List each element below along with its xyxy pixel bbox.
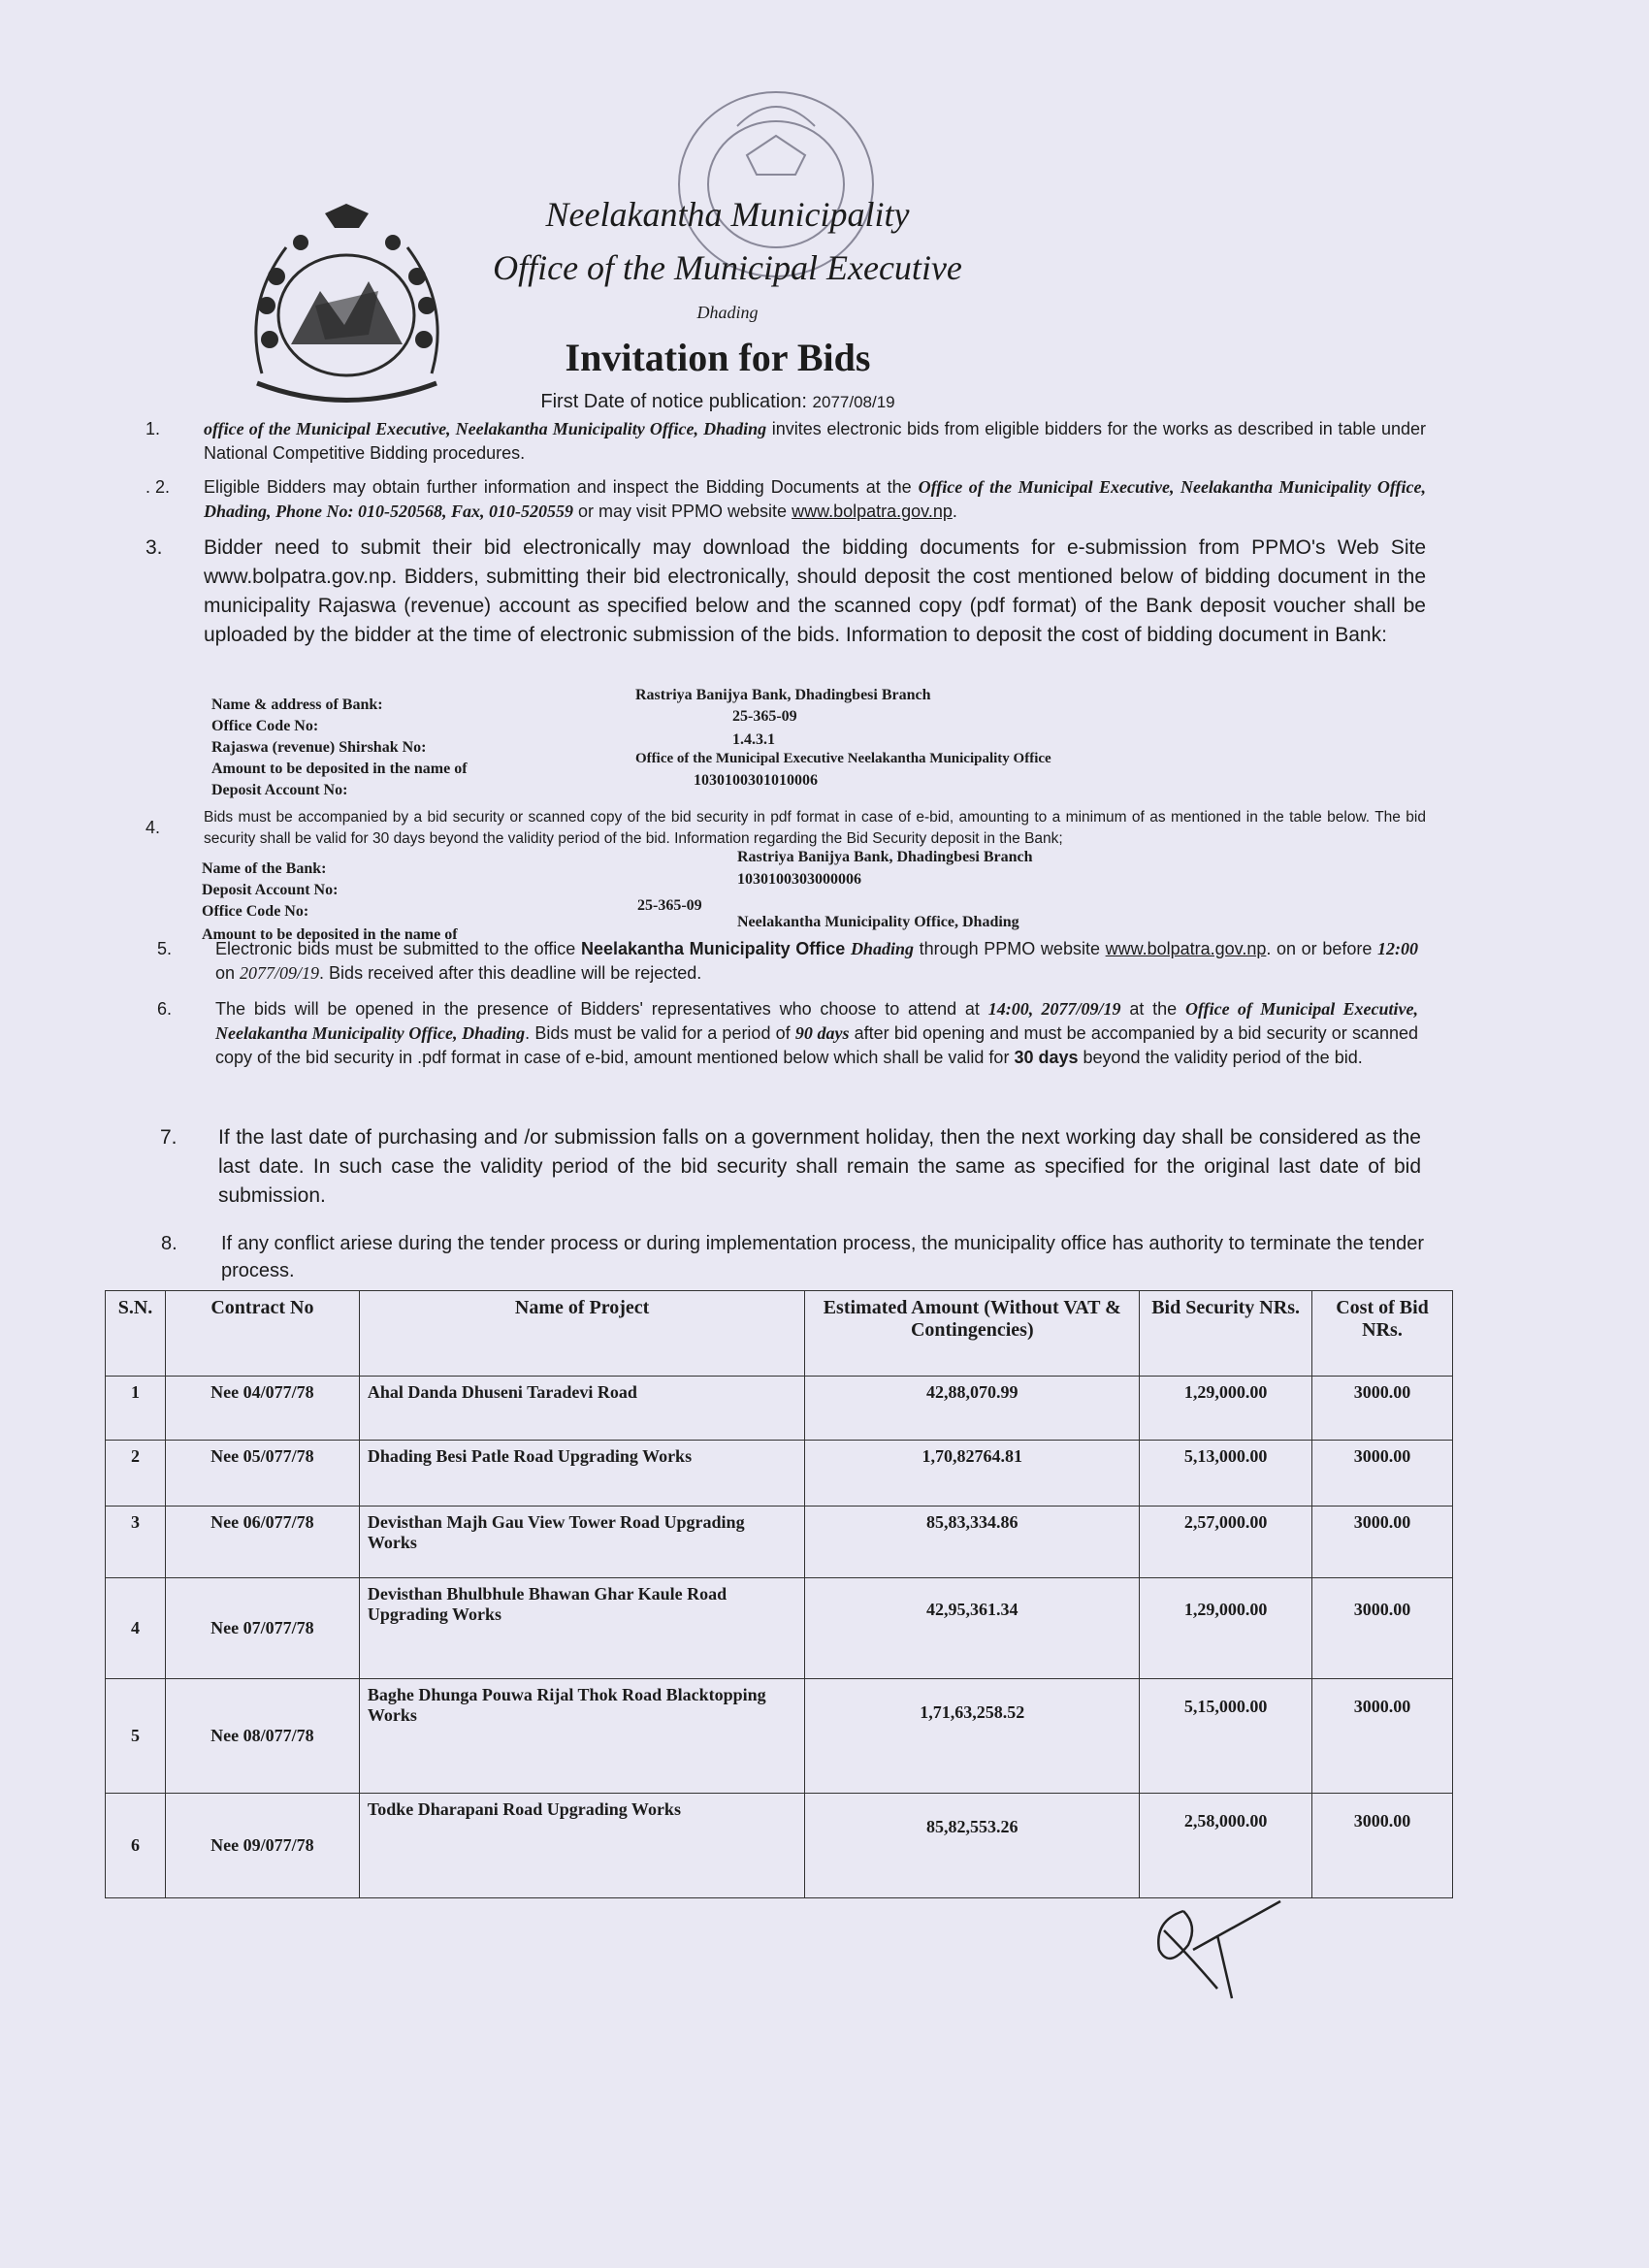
column-header: Bid Security NRs. xyxy=(1140,1291,1312,1377)
cell-project: Todke Dharapani Road Upgrading Works xyxy=(359,1794,805,1898)
bank-value: 25-365-09 xyxy=(637,897,702,914)
bank-value: 1030100301010006 xyxy=(694,772,818,789)
paragraph-emphasis: Office of Municipal Executive, Neelakantha Municipality Office, Dhading xyxy=(215,999,1419,1043)
paragraph-text: or may visit PPMO website xyxy=(573,502,792,521)
paragraph-text: If the last date of purchasing and /or submission falls on a government holiday, then the next working day shall be considered as the last date. In such case the validity period of the bid security shall remain the same as specified for the original last date of bid submission. xyxy=(218,1126,1421,1207)
table-row xyxy=(106,1441,1453,1507)
paragraph-5 xyxy=(157,937,1418,986)
paragraph-1 xyxy=(146,417,1426,466)
paragraph-bold: Neelakantha Municipality Office xyxy=(580,939,851,958)
column-header: S.N. xyxy=(106,1291,166,1377)
table-row xyxy=(106,1578,1453,1679)
cell-project: Baghe Dhunga Pouwa Rijal Thok Road Blacktopping Works xyxy=(359,1679,805,1794)
paragraph-text: beyond the validity period of the bid. xyxy=(1078,1048,1363,1067)
cell-sn: 5 xyxy=(106,1679,166,1794)
column-header: Cost of Bid NRs. xyxy=(1312,1291,1453,1377)
cell-security: 5,13,000.00 xyxy=(1140,1441,1312,1507)
cell-sn: 2 xyxy=(106,1441,166,1507)
signature-icon xyxy=(1145,1892,1290,2008)
paragraph-text: at the xyxy=(1120,999,1185,1019)
cell-contract: Nee 07/077/78 xyxy=(165,1578,359,1679)
table-row xyxy=(106,1377,1453,1441)
cell-contract: Nee 08/077/78 xyxy=(165,1679,359,1794)
bank-value: Office of the Municipal Executive Neelakantha Municipality Office xyxy=(635,751,1051,766)
paragraph-text: Bidder need to submit their bid electronically may download the bidding documents for e-submission from PPMO's Web Site www.bolpatra.gov.np. Bidders, submitting their bid electronically, should deposit the cost mentioned below of bidding document in the municipality Rajaswa (revenue) account as specified below and the scanned copy (pdf format) of the Bank deposit voucher shall be uploaded by the bidder at the time of electronic submission of the bids. Information to deposit the cost of bidding document in Bank: xyxy=(204,536,1426,646)
cell-cost: 3000.00 xyxy=(1312,1441,1453,1507)
opening-time: 14:00, 2077/09/19 xyxy=(987,999,1121,1019)
bank-label: Name of the Bank: xyxy=(202,860,327,877)
paragraph-text: The bids will be opened in the presence of Bidders' representatives who choose to attend at xyxy=(215,999,988,1019)
cell-project: Ahal Danda Dhuseni Taradevi Road xyxy=(359,1377,805,1441)
paragraph-text: after bid opening and must be accompanied by a bid security or scanned copy of the bid security in .pdf format in case of e-bid, amount mentioned below which shall be valid for xyxy=(215,1023,1418,1067)
paragraph-text: through PPMO website xyxy=(913,939,1106,958)
cell-sn: 4 xyxy=(106,1578,166,1679)
bank-label: Office Code No: xyxy=(211,718,319,734)
cell-contract: Nee 04/077/78 xyxy=(165,1377,359,1441)
cell-cost: 3000.00 xyxy=(1312,1794,1453,1898)
table-row xyxy=(106,1794,1453,1898)
cell-amount: 1,70,82764.81 xyxy=(805,1441,1140,1507)
cell-project: Dhading Besi Patle Road Upgrading Works xyxy=(359,1441,805,1507)
paragraph-text: Eligible Bidders may obtain further information and inspect the Bidding Documents at the xyxy=(204,477,919,497)
bank-label: Amount to be deposited in the name of xyxy=(202,926,458,943)
paragraph-number: 1. xyxy=(146,419,161,438)
deadline-date: 2077/09/19 xyxy=(240,963,320,983)
column-header: Estimated Amount (Without VAT & Contingencies) xyxy=(805,1291,1140,1377)
paragraph-text: . xyxy=(952,502,957,521)
cell-amount: 1,71,63,258.52 xyxy=(805,1679,1140,1794)
paragraph-text: Bids must be accompanied by a bid security or scanned copy of the bid security in pdf format in case of e-bid, amounting to a minimum of as mentioned in the table below. The bid security shall be valid for 30 days beyond the validity period of the bid. Information regarding the Bid Security deposit in the Bank; xyxy=(204,809,1426,847)
table-row xyxy=(106,1679,1453,1794)
paragraph-number: 3. xyxy=(146,536,163,559)
paragraph-number: 8. xyxy=(161,1233,178,1254)
cell-amount: 85,83,334.86 xyxy=(805,1507,1140,1578)
cell-security: 2,57,000.00 xyxy=(1140,1507,1312,1578)
paragraph-emphasis: Office of the Municipal Executive, Neelakantha Municipality Office, Dhading, Phone No: 010-520568, Fax, 010-520559 xyxy=(204,477,1426,521)
cell-security: 1,29,000.00 xyxy=(1140,1578,1312,1679)
bank-label: Rajaswa (revenue) Shirshak No: xyxy=(211,739,427,756)
validity-days: 90 days xyxy=(794,1023,850,1043)
cell-contract: Nee 05/077/78 xyxy=(165,1441,359,1507)
table-header-row xyxy=(106,1291,1453,1377)
bank-label: Deposit Account No: xyxy=(202,882,339,898)
deadline-time: 12:00 xyxy=(1377,939,1418,958)
paragraph-text: If any conflict ariese during the tender process or during implementation process, the municipality office has authority to terminate the tender process. xyxy=(221,1233,1424,1281)
ppmo-link[interactable]: www.bolpatra.gov.np xyxy=(1105,939,1267,958)
validity-days: 30 days xyxy=(1014,1048,1079,1067)
cell-sn: 6 xyxy=(106,1794,166,1898)
bank-value: 1030100303000006 xyxy=(737,871,861,888)
bids-table xyxy=(105,1290,1453,1898)
ppmo-link[interactable]: www.bolpatra.gov.np xyxy=(792,502,953,521)
paragraph-number: 5. xyxy=(157,939,173,958)
paragraph-text: . on or before xyxy=(1266,939,1377,958)
cell-project: Devisthan Majh Gau View Tower Road Upgrading Works xyxy=(359,1507,805,1578)
publication-date xyxy=(0,391,1542,413)
paragraph-7 xyxy=(160,1123,1421,1211)
district-name: Dhading xyxy=(696,303,759,322)
bank-label: Name & address of Bank: xyxy=(211,697,383,713)
cell-contract: Nee 06/077/78 xyxy=(165,1507,359,1578)
office-name: Office of the Municipal Executive xyxy=(493,248,962,287)
cell-cost: 3000.00 xyxy=(1312,1578,1453,1679)
cell-amount: 42,88,070.99 xyxy=(805,1377,1140,1441)
cell-cost: 3000.00 xyxy=(1312,1507,1453,1578)
cell-contract: Nee 09/077/78 xyxy=(165,1794,359,1898)
page-title: Invitation for Bids xyxy=(565,336,871,379)
paragraph-text: Electronic bids must be submitted to the office xyxy=(215,939,581,958)
paragraph-text: on xyxy=(215,963,241,983)
column-header: Name of Project xyxy=(359,1291,805,1377)
paragraph-6 xyxy=(157,997,1419,1070)
paragraph-text: . Bids must be valid for a period of xyxy=(525,1023,795,1043)
cell-cost: 3000.00 xyxy=(1312,1679,1453,1794)
cell-amount: 42,95,361.34 xyxy=(805,1578,1140,1679)
bank-label: Office Code No: xyxy=(202,903,309,920)
bank-label: Deposit Account No: xyxy=(211,782,348,798)
paragraph-4 xyxy=(146,807,1426,850)
paragraph-number: 4. xyxy=(146,818,161,837)
table-row xyxy=(106,1507,1453,1578)
paragraph-number: 7. xyxy=(160,1126,178,1149)
paragraph-number: . 2. xyxy=(146,477,171,497)
municipality-name: Neelakantha Municipality xyxy=(545,195,910,234)
publication-date-value: 2077/08/19 xyxy=(812,393,895,411)
cell-project: Devisthan Bhulbhule Bhawan Ghar Kaule Road Upgrading Works xyxy=(359,1578,805,1679)
paragraph-text: . Bids received after this deadline will be rejected. xyxy=(319,963,702,983)
paragraph-emphasis: office of the Municipal Executive, Neelakantha Municipality Office, Dhading xyxy=(204,419,767,438)
bank-label: Amount to be deposited in the name of xyxy=(211,761,468,777)
bank-value: 25-365-09 xyxy=(732,708,797,725)
bank-value: Rastriya Banijya Bank, Dhadingbesi Branch xyxy=(635,687,931,703)
cell-security: 5,15,000.00 xyxy=(1140,1679,1312,1794)
publication-date-label: First Date of notice publication: xyxy=(540,391,807,412)
cell-amount: 85,82,553.26 xyxy=(805,1794,1140,1898)
cell-cost: 3000.00 xyxy=(1312,1377,1453,1441)
bank-value: Rastriya Banijya Bank, Dhadingbesi Branch xyxy=(737,849,1033,865)
cell-sn: 3 xyxy=(106,1507,166,1578)
bank-value: Neelakantha Municipality Office, Dhading xyxy=(737,914,1019,930)
paragraph-2 xyxy=(146,475,1426,524)
paragraph-number: 6. xyxy=(157,999,173,1019)
cell-security: 2,58,000.00 xyxy=(1140,1794,1312,1898)
cell-security: 1,29,000.00 xyxy=(1140,1377,1312,1441)
column-header: Contract No xyxy=(165,1291,359,1377)
paragraph-8 xyxy=(161,1230,1424,1284)
paragraph-3 xyxy=(146,534,1426,650)
paragraph-emphasis: Dhading xyxy=(850,939,914,958)
bank-value: 1.4.3.1 xyxy=(732,731,775,748)
cell-sn: 1 xyxy=(106,1377,166,1441)
paragraph-text: invites electronic bids from eligible bidders for the works as described in table under National Competitive Bidding procedures. xyxy=(204,419,1426,463)
